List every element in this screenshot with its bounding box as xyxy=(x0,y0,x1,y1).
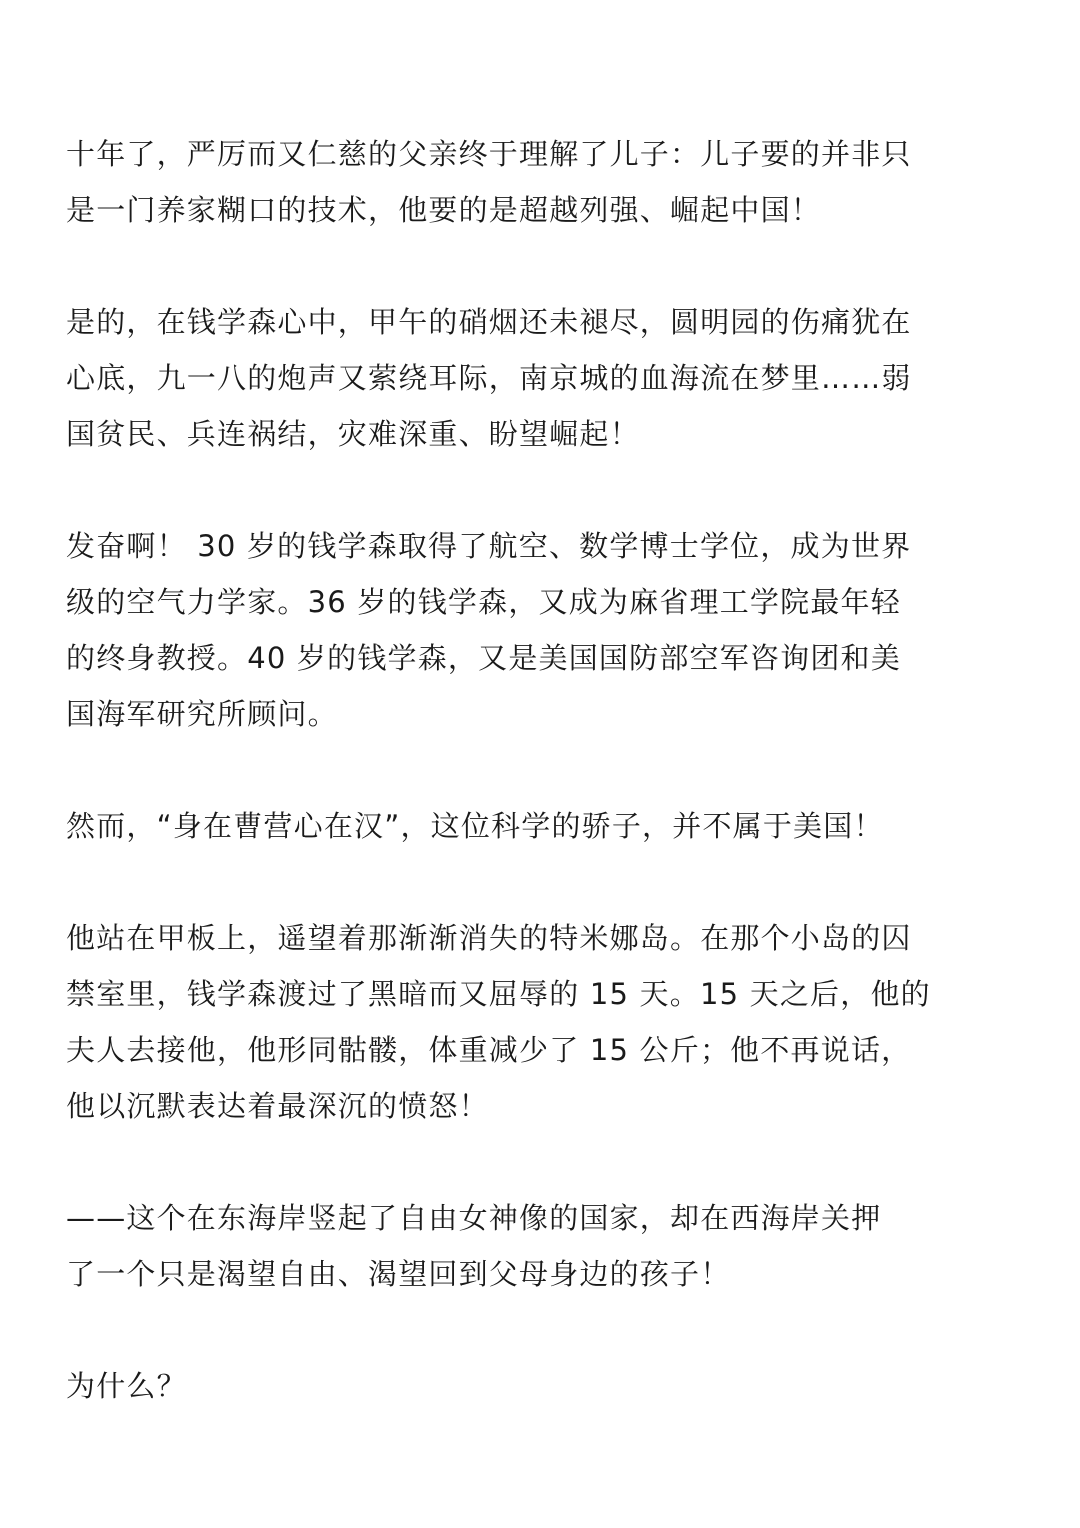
text-line: 是一门养家糊口的技术，他要的是超越列强、崛起中国！ xyxy=(66,193,822,227)
text-line: 了一个只是渴望自由、渴望回到父母身边的孩子！ xyxy=(66,1257,731,1291)
paragraph-statue-of-liberty xyxy=(66,1190,1026,1302)
paragraph-why xyxy=(66,1358,1026,1414)
paragraph-achievements xyxy=(66,518,1026,742)
paragraph-national-humiliation xyxy=(66,294,1026,462)
text-line: 他站在甲板上，遥望着那渐渐消失的特米娜岛。在那个小岛的囚 xyxy=(66,921,912,955)
text-line: 级的空气力学家。36 岁的钱学森，又成为麻省理工学院最年轻 xyxy=(66,585,901,619)
text-line: 是的，在钱学森心中，甲午的硝烟还未褪尽，圆明园的伤痛犹在 xyxy=(66,305,912,339)
paragraph-not-belonging xyxy=(66,798,1026,854)
text-line: 国贫民、兵连祸结，灾难深重、盼望崛起！ xyxy=(66,417,640,451)
text-line: 心底，九一八的炮声又萦绕耳际，南京城的血海流在梦里……弱 xyxy=(66,361,912,395)
text-line: 的终身教授。40 岁的钱学森，又是美国国防部空军咨询团和美 xyxy=(66,641,901,675)
text-line: 然而，“身在曹营心在汉”，这位科学的骄子，并不属于美国！ xyxy=(66,809,884,843)
article-body xyxy=(66,126,1026,1470)
text-line: 他以沉默表达着最深沉的愤怒！ xyxy=(66,1089,489,1123)
paragraph-father-understands xyxy=(66,126,1026,238)
text-line: 为什么？ xyxy=(66,1369,187,1403)
text-line: 禁室里，钱学森渡过了黑暗而又屈辱的 15 天。15 天之后，他的 xyxy=(66,977,931,1011)
text-line: 发奋啊！ 30 岁的钱学森取得了航空、数学博士学位，成为世界 xyxy=(66,529,912,563)
paragraph-imprisonment xyxy=(66,910,1026,1134)
text-line: ——这个在东海岸竖起了自由女神像的国家，却在西海岸关押 xyxy=(66,1201,882,1235)
text-line: 夫人去接他，他形同骷髅，体重减少了 15 公斤；他不再说话， xyxy=(66,1033,912,1067)
text-line: 十年了，严厉而又仁慈的父亲终于理解了儿子：儿子要的并非只 xyxy=(66,137,912,171)
text-line: 国海军研究所顾问。 xyxy=(66,697,338,731)
